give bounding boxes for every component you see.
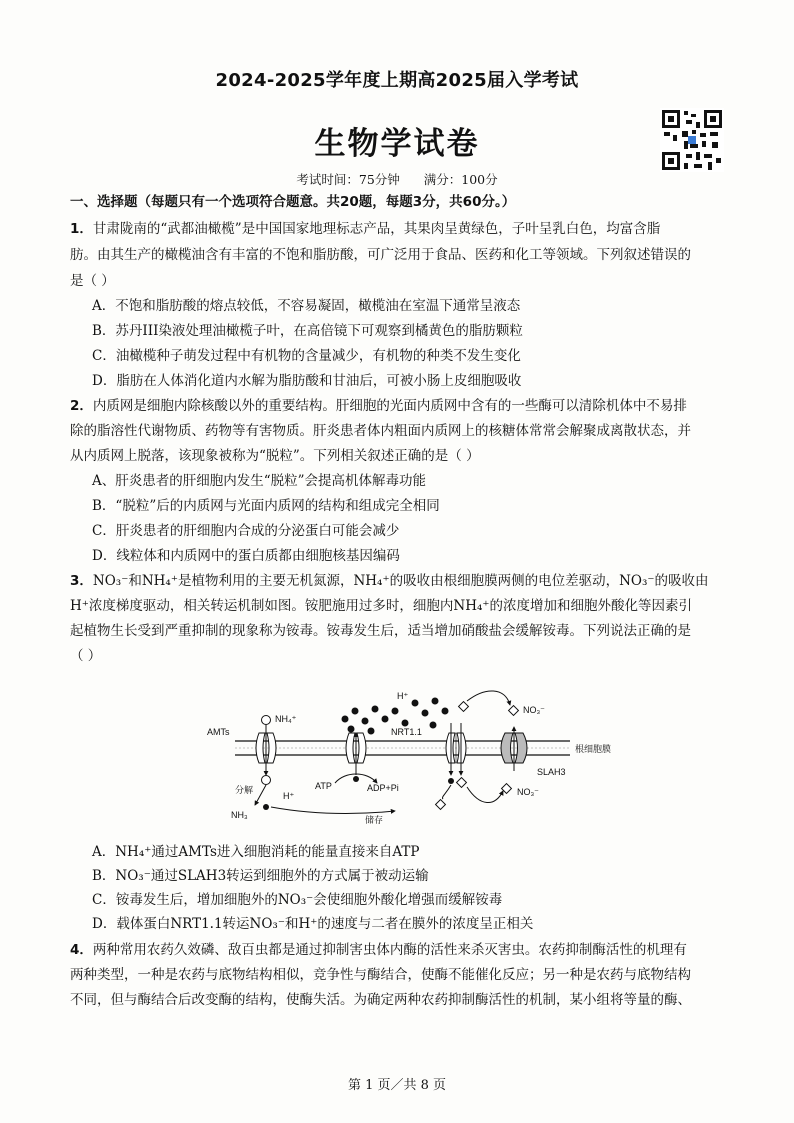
- question-1-option-c: C．油橄榄种子萌发过程中有机物的含量减少，有机物的种类不发生变化: [92, 348, 521, 364]
- membrane-label: 根细胞膜: [575, 744, 612, 754]
- nh4-ion-inside-icon: [262, 776, 271, 785]
- question-1-option-a: A．不饱和脂肪酸的熔点较低，不容易凝固，橄榄油在室温下通常呈液态: [92, 298, 521, 314]
- question-3-option-c: C．铵毒发生后，增加细胞外的NO₃⁻会使细胞外酸化增强而缓解铵毒: [92, 892, 503, 908]
- hplus-dot-icon: [263, 804, 269, 810]
- question-3-line-3: 起植物生长受到严重抑制的现象称为铵毒。铵毒发生后，适当增加硝酸盐会缓解铵毒。下列说法正确的是: [70, 623, 691, 639]
- question-1-line-3: 是（ ）: [70, 273, 115, 289]
- question-2-line-2: 除的脂溶性代谢物质、药物等有害物质。肝炎患者体内粗面内质网上的核糖体常常会解聚成离散状态，并: [70, 423, 691, 439]
- nh3-label: NH₃: [231, 810, 248, 820]
- question-2-option-c: C．肝炎患者的肝细胞内合成的分泌蛋白可能会减少: [92, 523, 400, 539]
- subject-title: 生物学试卷: [314, 126, 480, 162]
- slah3-label: SLAH3: [537, 767, 566, 777]
- question-1-option-b: B．苏丹III染液处理油橄榄子叶，在高倍镜下可观察到橘黄色的脂肪颗粒: [92, 323, 523, 339]
- decompose-label: 分解: [235, 785, 254, 795]
- question-2-number: 2．: [70, 398, 93, 414]
- question-3-option-d: D．载体蛋白NRT1.1转运NO₃⁻和H⁺的速度与二者在膜外的浓度呈正相关: [92, 916, 534, 932]
- storage-label: 储存: [365, 815, 384, 825]
- nh4-label: NH₄⁺: [275, 714, 297, 724]
- exam-score: 满分：100分: [423, 172, 498, 187]
- question-2-option-d: D．线粒体和内质网中的蛋白质都由细胞核基因编码: [92, 548, 400, 564]
- qr-code-icon: [660, 108, 724, 172]
- question-3-line-2: H⁺浓度梯度驱动，相关转运机制如图。铵肥施用过多时，细胞内NH₄⁺的浓度增加和细胞外酸化等因素引: [70, 598, 693, 614]
- question-3-option-a: A．NH₄⁺通过AMTs进入细胞消耗的能量直接来自ATP: [92, 844, 420, 860]
- exam-time: 考试时间：75分钟: [296, 172, 400, 187]
- question-4-number: 4．: [70, 942, 93, 958]
- nrt-transporter-icon: [446, 733, 466, 763]
- nrt-label: NRT1.1: [391, 727, 422, 737]
- hplus-top-label: H⁺: [397, 691, 409, 701]
- question-2-line-1: 2．内质网是细胞内除核酸以外的重要结构。肝细胞的光面内质网中含有的一些酶可以清除机体中不易排: [70, 398, 687, 414]
- question-3-number: 3．: [70, 573, 93, 589]
- question-4-line-1: 4．两种常用农药久效磷、敌百虫都是通过抑制害虫体内酶的活性来杀灭害虫。农药抑制酶活性的机理有: [70, 942, 687, 958]
- section-heading: 一、选择题（每题只有一个选项符合题意。共20题，每题3分，共60分。）: [70, 194, 516, 210]
- exam-header-title: 2024-2025学年度上期高2025届入学考试: [215, 70, 579, 91]
- question-2-line-3: 从内质网上脱落，该现象被称为“脱粒”。下列相关叙述正确的是（ ）: [70, 448, 480, 464]
- question-1-line-1: 1．甘肃陇南的“武都油橄榄”是中国国家地理标志产品，其果肉呈黄绿色，子叶呈乳白色，均富含脂: [70, 221, 661, 237]
- nh4-ion-icon: [262, 716, 271, 725]
- hplus-bottom-label: H⁺: [283, 791, 295, 801]
- hplus-inside-dot-icon: [353, 776, 359, 782]
- atp-label: ATP: [315, 781, 332, 791]
- question-4-line-2: 两种类型，一种是农药与底物结构相似，竞争性与酶结合，使酶不能催化反应；另一种是农药与底物结构: [70, 967, 691, 983]
- question-1-option-d: D．脂肪在人体消化道内水解为脂肪酸和甘油后，可被小肠上皮细胞吸收: [92, 373, 522, 389]
- question-2-option-a: A、肝炎患者的肝细胞内发生“脱粒”会提高机体解毒功能: [92, 473, 427, 489]
- question-3-option-b: B．NO₃⁻通过SLAH3转运到细胞外的方式属于被动运输: [92, 868, 429, 884]
- question-1-number: 1．: [70, 221, 93, 237]
- no3-top-diamond-icon: [459, 702, 469, 712]
- transport-diagram: [205, 683, 635, 828]
- question-4-line-3: 不同，但与酶结合后改变酶的结构，使酶失活。为确定两种农药抑制酶活性的机制，某小组将等量的酶、: [70, 992, 691, 1008]
- question-3-line-4: （ ）: [70, 648, 102, 664]
- no3-top-label: NO₃⁻: [523, 705, 545, 715]
- amts-label: AMTs: [207, 727, 230, 737]
- question-3-line-1: 3．NO₃⁻和NH₄⁺是植物利用的主要无机氮源，NH₄⁺的吸收由根细胞膜两侧的电位差驱动，NO₃⁻的吸收由: [70, 573, 709, 589]
- no3-bottom-label: NO₃⁻: [517, 787, 539, 797]
- question-2-option-b: B．“脱粒”后的内质网与光面内质网的结构和组成完全相同: [92, 498, 440, 514]
- question-1-line-2: 肪。由其生产的橄榄油含有丰富的不饱和脂肪酸，可广泛用于食品、医药和化工等领域。下列叙述错误的: [70, 247, 691, 263]
- exam-info: [0, 170, 794, 188]
- adp-label: ADP+Pi: [367, 783, 399, 793]
- page-footer: 第 1 页／共 8 页: [347, 1078, 447, 1093]
